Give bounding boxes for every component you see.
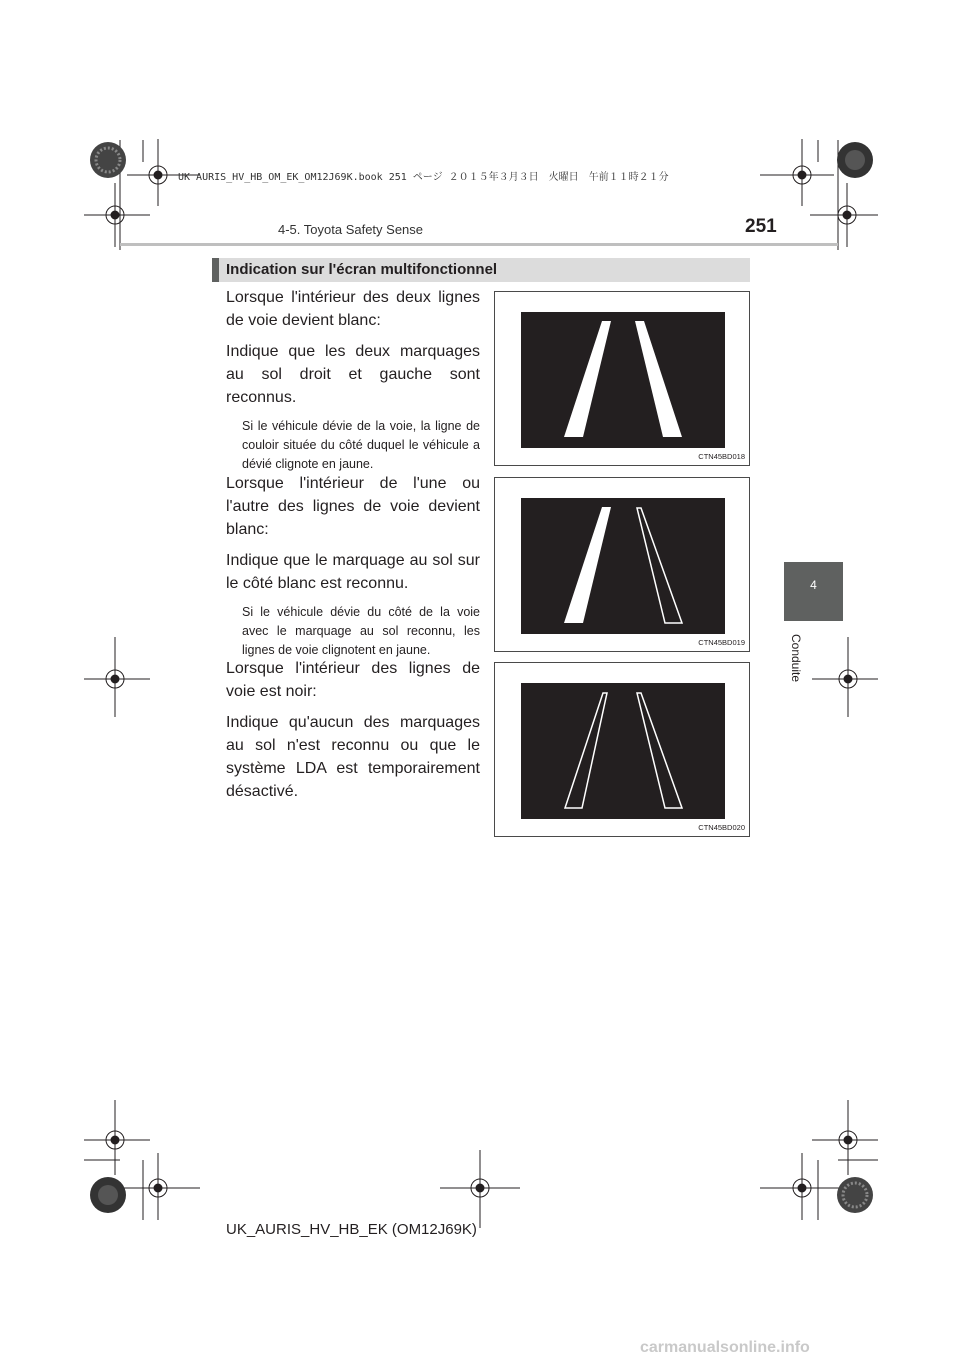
figure-code: CTN45BD018 xyxy=(698,452,745,461)
lane-lines-graphic xyxy=(495,663,751,838)
lane-lines-graphic xyxy=(495,292,751,467)
header-section-title: 4-5. Toyota Safety Sense xyxy=(278,222,424,237)
figure-line-one-white xyxy=(494,477,750,652)
figure-lines-both-white xyxy=(494,291,750,466)
chapter-tab-number: 4 xyxy=(810,578,817,592)
block-note: Si le véhicule dévie du côté de la voie avec le marquage au sol reconnu, les lignes de voie clignotent en jaune. xyxy=(242,605,480,657)
header-rule xyxy=(120,243,838,246)
block-text: Indique que les deux marquages au sol droit et gauche sont reconnus. xyxy=(226,343,480,406)
block-text: Indique que le marquage au sol sur le côté blanc est reconnu. xyxy=(226,552,480,592)
section-heading-bar xyxy=(212,258,219,282)
page-number: 251 xyxy=(745,216,777,237)
chapter-tab xyxy=(784,562,843,621)
lane-lines-graphic xyxy=(495,478,751,653)
left-lane-line xyxy=(564,321,611,437)
text-block-3 xyxy=(226,657,480,811)
footer-model-code: UK_AURIS_HV_HB_EK (OM12J69K) xyxy=(226,1221,477,1238)
block-title: Lorsque l'intérieur des lignes de voie est noir: xyxy=(226,660,480,700)
right-lane-line xyxy=(637,508,682,623)
block-title: Lorsque l'intérieur de l'une ou l'autre des lignes de voie devient blanc: xyxy=(226,475,480,538)
watermark: carmanualsonline.info xyxy=(640,1339,810,1356)
chapter-tab-label-text: Conduite xyxy=(789,633,803,683)
left-lane-line xyxy=(565,693,607,808)
left-lane-line xyxy=(564,507,611,623)
block-note: Si le véhicule dévie de la voie, la ligne de couloir située du côté duquel le véhicule a dévié clignote en jaune. xyxy=(242,419,480,471)
figure-lines-both-black xyxy=(494,662,750,837)
right-lane-line xyxy=(635,321,682,437)
section-heading-text: Indication sur l'écran multifonctionnel xyxy=(226,261,498,278)
text-block-2 xyxy=(226,472,480,660)
block-title: Lorsque l'intérieur des deux lignes de voie devient blanc: xyxy=(226,289,480,329)
block-text: Indique qu'aucun des marquages au sol n'est reconnu ou que le système LDA est temporairement désactivé. xyxy=(226,714,480,800)
text-block-1 xyxy=(226,286,480,474)
figure-code: CTN45BD019 xyxy=(698,638,745,647)
chapter-tab-label xyxy=(786,628,806,688)
print-info-line: UK AURIS_HV_HB_OM_EK_OM12J69K.book 251 ページ ２０１５年３月３日 火曜日 午前１１時２１分 xyxy=(178,172,669,183)
right-lane-line xyxy=(637,693,682,808)
section-heading xyxy=(212,258,750,282)
figure-code: CTN45BD020 xyxy=(698,823,745,832)
